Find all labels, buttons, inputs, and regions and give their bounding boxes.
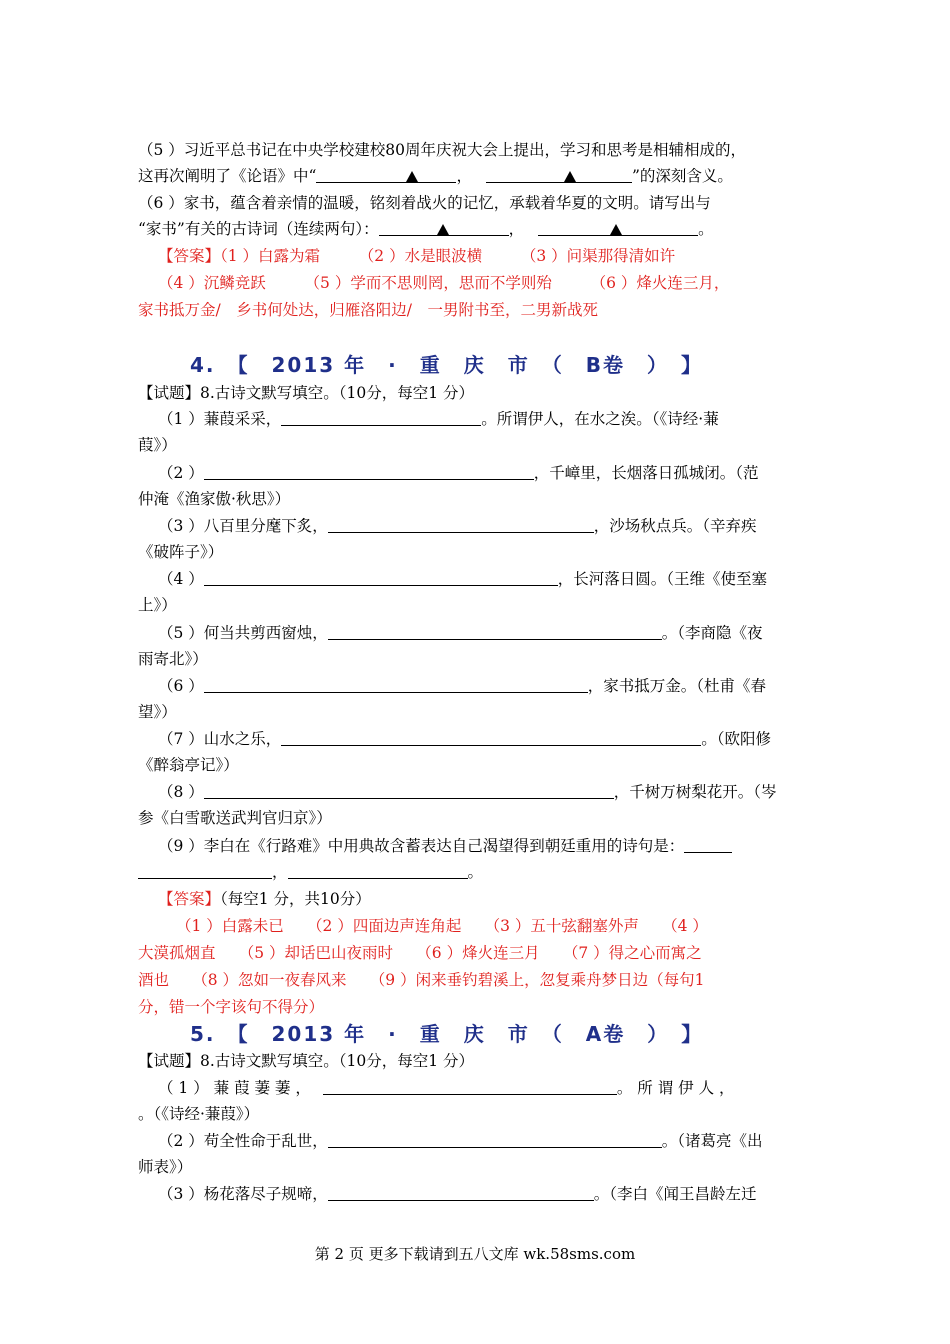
answer-note: （每空1 分，共10分） bbox=[220, 890, 371, 908]
answer-blank bbox=[328, 1183, 594, 1201]
answer-blank bbox=[486, 165, 632, 183]
answer-blank bbox=[684, 835, 732, 853]
answer-blank bbox=[328, 515, 594, 533]
s4-q9-line2: ， 。 bbox=[138, 859, 814, 885]
s4-q1-line2: 葭》） bbox=[138, 436, 177, 454]
triangle-marker-icon bbox=[610, 224, 622, 235]
s4-q5-line2: 雨寄北》） bbox=[138, 650, 208, 668]
s4-q1-line1: （1 ）蒹葭采采， 。所谓伊人，在水之涘。（《诗经·蒹 bbox=[158, 410, 719, 428]
section-5-heading: 5. 【 2013 年 · 重 庆 市 （ A卷 ） 】 bbox=[190, 1022, 704, 1046]
answer-blank bbox=[288, 861, 468, 879]
question-5-tail: ”的深刻含义。 bbox=[631, 167, 733, 185]
answer-blank bbox=[538, 218, 698, 236]
s4-q9-line1: （9 ）李白在《行路难》中用典故含蓄表达自己渴望得到朝廷重用的诗句是： bbox=[158, 833, 814, 859]
answer-blank bbox=[328, 1130, 662, 1148]
triangle-marker-icon bbox=[437, 224, 449, 235]
s4-answer-line2: 大漠孤烟直 （5 ）却话巴山夜雨时 （6 ）烽火连三月 （7 ）得之心而寓之 bbox=[138, 944, 702, 962]
question-5-line2 bbox=[138, 163, 814, 189]
s4-q2-line2: 仲淹《渔家傲·秋思》） bbox=[138, 490, 291, 508]
s4-answer-line1: （1 ）白露未已 （2 ）四面边声连角起 （3 ）五十弦翻塞外声 （4 ） bbox=[176, 917, 708, 935]
question-6-line2 bbox=[138, 216, 814, 242]
s5-q2-line1: （2 ）苟全性命于乱世， 。（诸葛亮《出 bbox=[158, 1132, 763, 1150]
s4-q8-line2: 参《白雪歌送武判官归京》） bbox=[138, 809, 332, 827]
s4-q7-line1: （7 ）山水之乐， 。（欧阳修 bbox=[158, 730, 772, 748]
answer-blank bbox=[316, 165, 456, 183]
section-4-intro: 【试题】8.古诗文默写填空。（10分，每空1 分） bbox=[138, 384, 475, 402]
answer-line3: 家书抵万金/ 乡书何处达，归雁洛阳边/ 一男附书至，二男新战死 bbox=[138, 301, 598, 319]
s4-q2-line1: （2 ） ，千嶂里，长烟落日孤城闭。（范 bbox=[158, 464, 759, 482]
s4-q7-line2: 《醉翁亭记》） bbox=[138, 756, 239, 774]
triangle-marker-icon bbox=[564, 171, 576, 182]
s4-q3-line1: （3 ）八百里分麾下炙， ，沙场秋点兵。（辛弃疾 bbox=[158, 517, 757, 535]
s4-answer-line4: 分，错一个字该句不得分） bbox=[138, 998, 325, 1016]
triangle-marker-icon bbox=[406, 171, 418, 182]
question-5-line1: （5 ）习近平总书记在中央学校建校80周年庆祝大会上提出，学习和思考是相辅相成的， bbox=[138, 141, 747, 159]
answer-blank bbox=[281, 408, 481, 426]
answer-blank bbox=[204, 675, 588, 693]
s4-q4-line1: （4 ） ，长河落日圆。（王维《使至塞 bbox=[158, 570, 768, 588]
answer-blank bbox=[281, 728, 701, 746]
comma: ， bbox=[508, 220, 525, 238]
s4-q3-line2: 《破阵子》） bbox=[138, 543, 224, 561]
answer-blank bbox=[323, 1077, 617, 1095]
answer-label: 【答案】 bbox=[158, 890, 221, 908]
section-5-intro: 【试题】8.古诗文默写填空。（10分，每空1 分） bbox=[138, 1052, 475, 1070]
s5-q1-line2: 。（《诗经·蒹葭》） bbox=[138, 1105, 260, 1123]
s4-q4-line2: 上》） bbox=[138, 596, 177, 614]
s5-q3-line1: （3 ）杨花落尽子规啼， 。（李白《闻王昌龄左迁 bbox=[158, 1185, 757, 1203]
s5-q1-line1: （ 1 ） 蒹 葭 萋 萋 ， 。 所 谓 伊 人 ， bbox=[158, 1079, 735, 1097]
section-4-heading: 4. 【 2013 年 · 重 庆 市 （ B卷 ） 】 bbox=[190, 353, 703, 377]
question-6-tail: 。 bbox=[698, 220, 714, 238]
answer-line1: 【答案】（1 ）白露为霜 （2 ）水是眼波横 （3 ）问渠那得清如许 bbox=[158, 247, 676, 265]
s5-q2-line2: 师表》） bbox=[138, 1158, 193, 1176]
s4-q6-line2: 望》） bbox=[138, 703, 177, 721]
question-6-line1: （6 ）家书，蕴含着亲情的温暖，铭刻着战火的记忆，承载着华夏的文明。请写出与 bbox=[138, 194, 711, 212]
s4-q5-line1: （5 ）何当共剪西窗烛， 。（李商隐《夜 bbox=[158, 624, 763, 642]
answer-blank bbox=[204, 462, 534, 480]
s4-q6-line1: （6 ） ，家书抵万金。（杜甫《春 bbox=[158, 677, 767, 695]
comma: ， bbox=[456, 167, 472, 185]
answer-blank bbox=[328, 622, 662, 640]
question-5-text: 这再次阐明了《论语》中“ bbox=[138, 167, 317, 185]
answer-blank bbox=[379, 218, 509, 236]
answer-blank bbox=[204, 781, 614, 799]
s4-q8-line1: （8 ） ，千树万树梨花开。（岑 bbox=[158, 783, 777, 801]
s4-answer-header bbox=[158, 886, 814, 912]
page-footer: 第 2 页 更多下载请到五八文库 wk.58sms.com bbox=[314, 1245, 636, 1263]
answer-blank bbox=[138, 861, 272, 879]
answer-line2: （4 ）沉鳞竞跃 （5 ）学而不思则罔，思而不学则殆 （6 ）烽火连三月， bbox=[158, 274, 730, 292]
s4-answer-line3: 酒也 （8 ）忽如一夜春风来 （9 ）闲来垂钓碧溪上，忽复乘舟梦日边（每句1 bbox=[138, 971, 705, 989]
answer-blank bbox=[204, 568, 558, 586]
question-6-text: “家书”有关的古诗词（连续两句）： bbox=[138, 220, 379, 238]
answer-label: 【答案】 bbox=[158, 247, 221, 265]
